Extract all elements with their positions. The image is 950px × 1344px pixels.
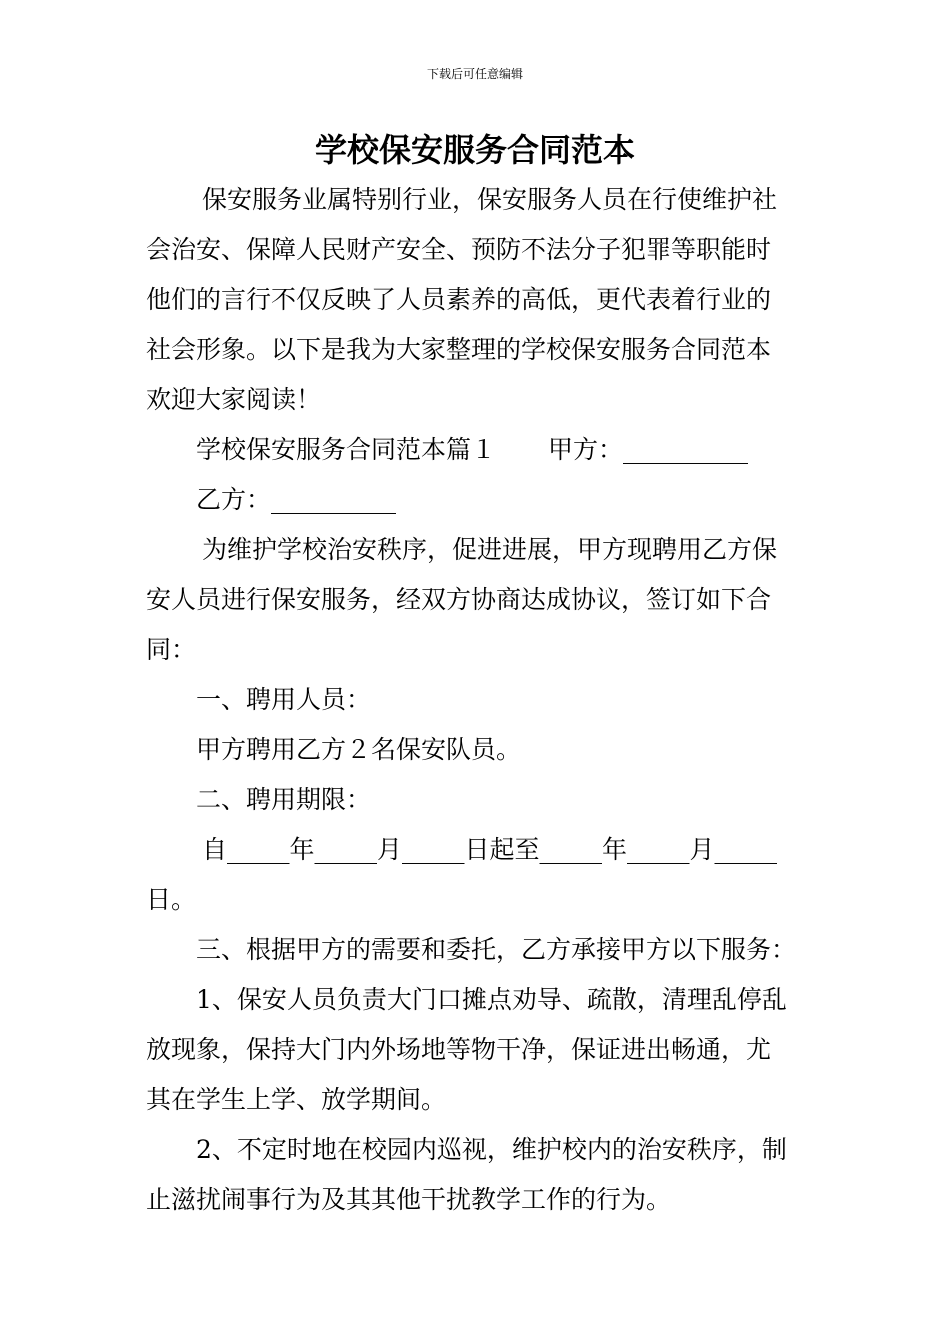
clause-heading: 三、根据甲方的需要和委托，乙方承接甲方以下服务： [196, 935, 797, 964]
date-range-field: 自_____年_____月_____日起至_____年_____月_____ [202, 835, 778, 864]
paragraph-line: 为维护学校治安秩序，促进进展，甲方现聘用乙方保 [202, 535, 778, 564]
document-body [146, 175, 808, 1225]
paragraph-line: 他们的言行不仅反映了人员素养的高低，更代表着行业的 [146, 285, 772, 314]
paragraph-line: 保安服务业属特别行业，保安服务人员在行使维护社 [202, 185, 778, 214]
clause-heading: 二、聘用期限： [196, 785, 372, 814]
paragraph-line: 2、不定时地在校园内巡视，维护校内的治安秩序，制 [196, 1135, 787, 1164]
paragraph-line: 止滋扰闹事行为及其其他干扰教学工作的行为。 [146, 1185, 672, 1214]
paragraph-line: 甲方聘用乙方２名保安队员。 [196, 735, 522, 764]
document-title: 学校保安服务合同范本 [314, 131, 635, 169]
clause-heading: 一、聘用人员： [196, 685, 372, 714]
paragraph-line: 同： [146, 635, 197, 664]
paragraph-line: 安人员进行保安服务，经双方协商达成协议，签订如下合 [146, 585, 772, 614]
paragraph-line: 1、保安人员负责大门口摊点劝导、疏散，清理乱停乱 [196, 985, 787, 1014]
party-b-field: 乙方：__________ [196, 485, 397, 514]
paragraph-line: 日。 [146, 885, 197, 914]
paragraph-line: 其在学生上学、放学期间。 [146, 1085, 447, 1114]
paragraph-line: 欢迎大家阅读！ [146, 385, 322, 414]
paragraph-line: 会治安、保障人民财产安全、预防不法分子犯罪等职能时 [146, 235, 772, 264]
party-a-field: 甲方：__________ [548, 435, 749, 464]
paragraph-line: 放现象，保持大门内外场地等物干净，保证进出畅通，尤 [146, 1035, 772, 1064]
section-heading-line [146, 425, 808, 475]
paragraph-line: 社会形象。以下是我为大家整理的学校保安服务合同范本 [146, 335, 772, 364]
header-note: 下载后可任意编辑 [426, 67, 523, 81]
section-heading: 学校保安服务合同范本篇１ [196, 435, 497, 464]
